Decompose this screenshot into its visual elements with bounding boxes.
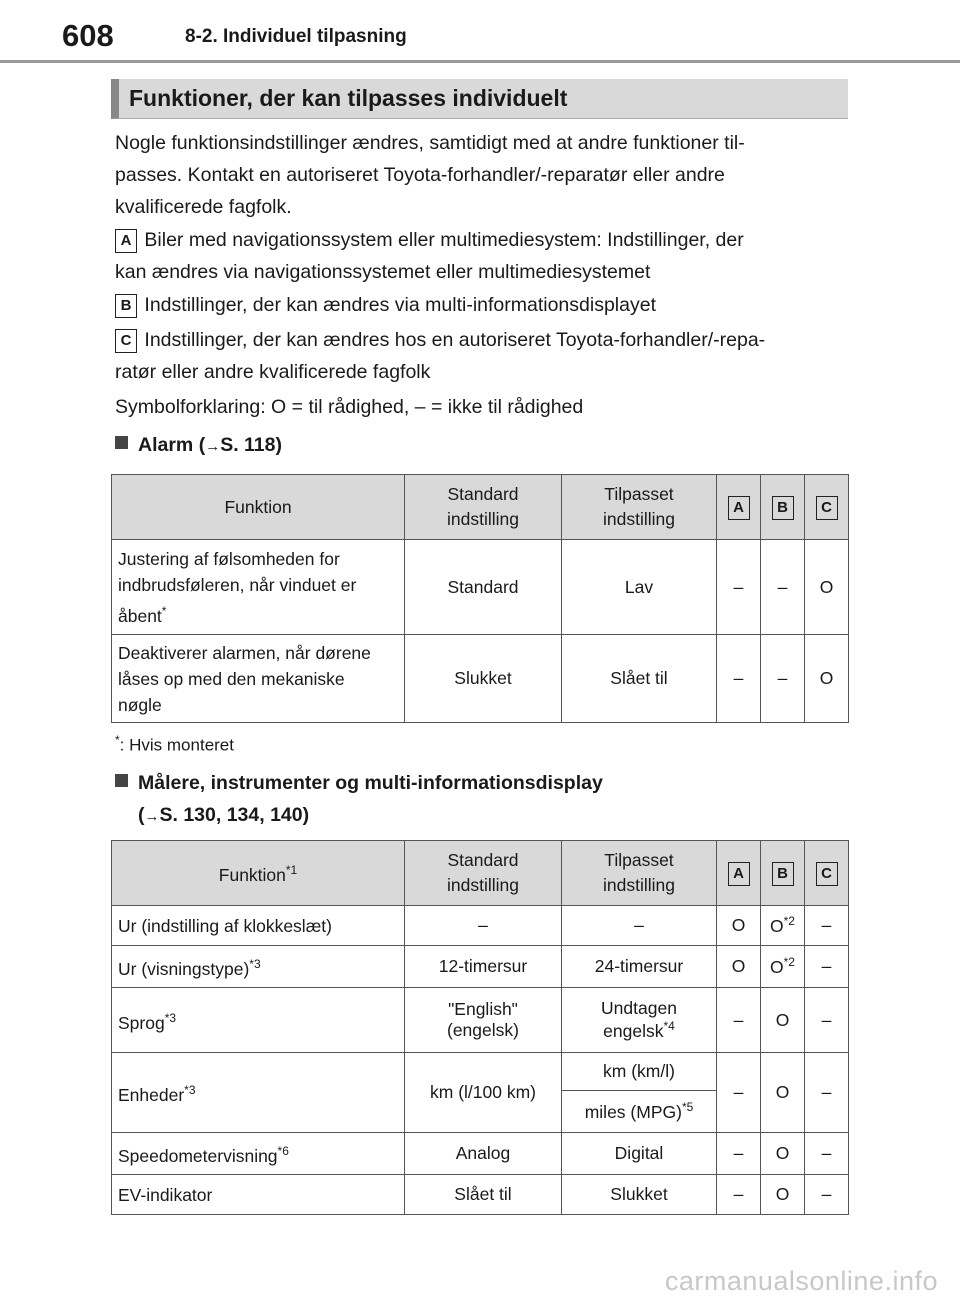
a-cell: – [717, 988, 761, 1053]
footnote: *: Hvis monteret [115, 733, 234, 755]
legend-a-text: Biler med navigationssystem eller multimediesystem: Indstillinger, der [139, 229, 744, 251]
page-number: 608 [62, 18, 114, 53]
table-row [112, 988, 849, 1053]
legend-b-text: Indstillinger, der kan ændres via multi-informationsdisplayet [139, 294, 656, 316]
table-row [112, 540, 849, 635]
meters-table [111, 840, 849, 1215]
function-cell: Ur (indstilling af klokkeslæt) [112, 906, 405, 946]
b-cell: $O^{*2}$ [761, 946, 805, 988]
function-cell: Justering af følsomheden for indbrudsføleren, når vinduet er åbent* [112, 540, 405, 635]
col-function: Funktion [112, 475, 405, 540]
c-cell: – [805, 988, 849, 1053]
a-cell: O [717, 946, 761, 988]
c-cell: – [805, 1133, 849, 1175]
c-cell: O [805, 635, 849, 723]
function-cell: Ur (visningstype)$^{*3}$ [112, 946, 405, 988]
col-default: Standard indstilling [405, 841, 562, 906]
b-cell: O [761, 1053, 805, 1133]
arrow-icon: → [205, 438, 221, 455]
page-reference-link[interactable]: S. 118) [220, 434, 282, 456]
b-cell: O [761, 1133, 805, 1175]
header-divider [0, 60, 960, 63]
c-cell: – [805, 1175, 849, 1215]
intro-line: kvalificerede fagfolk. [115, 196, 292, 218]
table-header-row [112, 475, 849, 540]
table-row [112, 1175, 849, 1215]
intro-line: Nogle funktionsindstillinger ændres, samtidigt med at andre funktioner til- [115, 132, 745, 154]
custom-cell: Undtagen engelsk$^{*4}$ [562, 988, 717, 1053]
custom-cell: km (km/l) [562, 1053, 717, 1091]
table-row [112, 1053, 849, 1091]
a-cell: O [717, 906, 761, 946]
col-a: A [717, 475, 761, 540]
b-cell: – [761, 540, 805, 635]
square-bullet-icon [115, 774, 128, 787]
table-row [112, 906, 849, 946]
legend-c-text: Indstillinger, der kan ændres hos en autoriseret Toyota-forhandler/-repa- [139, 329, 766, 351]
c-cell: – [805, 906, 849, 946]
custom-cell: Slået til [562, 635, 717, 723]
default-cell: Analog [405, 1133, 562, 1175]
col-custom: Tilpasset indstilling [562, 841, 717, 906]
table-row [112, 1133, 849, 1175]
default-cell: – [405, 906, 562, 946]
watermark: carmanualsonline.info [664, 1266, 938, 1296]
b-cell: O [761, 1175, 805, 1215]
table-row [112, 946, 849, 988]
legend-b [115, 289, 850, 321]
default-cell: Standard [405, 540, 562, 635]
col-c: C [805, 841, 849, 906]
legend-c-text: ratør eller andre kvalificerede fagfolk [115, 361, 431, 383]
col-b: B [761, 475, 805, 540]
page-reference-link[interactable]: S. 130, 134, 140) [159, 804, 310, 826]
badge-c: C [115, 329, 137, 353]
a-cell: – [717, 540, 761, 635]
default-cell: "English" (engelsk) [405, 988, 562, 1053]
meters-heading-text: Målere, instrumenter og multi-informationsdisplay [138, 772, 603, 794]
a-cell: – [717, 635, 761, 723]
col-default: Standard indstilling [405, 475, 562, 540]
a-cell: – [717, 1133, 761, 1175]
default-cell: 12-timersur [405, 946, 562, 988]
badge-b: B [115, 294, 137, 318]
alarm-heading-text: Alarm ( [138, 434, 206, 456]
alarm-table [111, 474, 849, 723]
custom-cell: 24-timersur [562, 946, 717, 988]
col-b: B [761, 841, 805, 906]
legend-a [115, 224, 850, 288]
function-cell: Speedometervisning$^{*6}$ [112, 1133, 405, 1175]
b-cell: O [761, 988, 805, 1053]
intro-paragraph [115, 127, 850, 223]
alarm-heading [115, 429, 282, 463]
page-header [0, 0, 960, 62]
default-cell: Slukket [405, 635, 562, 723]
col-custom: Tilpasset indstilling [562, 475, 717, 540]
a-cell: – [717, 1053, 761, 1133]
col-function: Funktion$^{*1}$ [112, 841, 405, 906]
b-cell: – [761, 635, 805, 723]
custom-cell: miles (MPG)$^{*5}$ [562, 1091, 717, 1133]
table-header-row [112, 841, 849, 906]
function-cell: EV-indikator [112, 1175, 405, 1215]
custom-cell: Digital [562, 1133, 717, 1175]
section-title: Funktioner, der kan tilpasses individuelt [129, 85, 568, 111]
badge-a: A [115, 229, 137, 253]
intro-line: passes. Kontakt en autoriseret Toyota-forhandler/-reparatør eller andre [115, 164, 725, 186]
col-a: A [717, 841, 761, 906]
col-c: C [805, 475, 849, 540]
table-row [112, 635, 849, 723]
c-cell: – [805, 1053, 849, 1133]
custom-cell: – [562, 906, 717, 946]
section-heading [111, 79, 848, 119]
square-bullet-icon [115, 436, 128, 449]
function-cell: Enheder$^{*3}$ [112, 1053, 405, 1133]
custom-cell: Slukket [562, 1175, 717, 1215]
default-cell: Slået til [405, 1175, 562, 1215]
c-cell: – [805, 946, 849, 988]
legend-a-text: kan ændres via navigationssystemet eller multimediesystemet [115, 261, 651, 283]
default-cell: km (l/100 km) [405, 1053, 562, 1133]
symbol-legend: Symbolforklaring: O = til rådighed, – = ikke til rådighed [115, 396, 584, 418]
c-cell: O [805, 540, 849, 635]
meters-heading: Målere, instrumenter og multi-informationsdisplay (→S. 130, 134, 140) [115, 767, 603, 833]
chapter-title: 8-2. Individuel tilpasning [185, 26, 407, 47]
arrow-icon: → [144, 808, 160, 825]
b-cell: $O^{*2}$ [761, 906, 805, 946]
function-cell: Sprog$^{*3}$ [112, 988, 405, 1053]
function-cell: Deaktiverer alarmen, når dørene låses op med den mekaniske nøgle [112, 635, 405, 723]
custom-cell: Lav [562, 540, 717, 635]
legend-c [115, 324, 850, 388]
a-cell: – [717, 1175, 761, 1215]
